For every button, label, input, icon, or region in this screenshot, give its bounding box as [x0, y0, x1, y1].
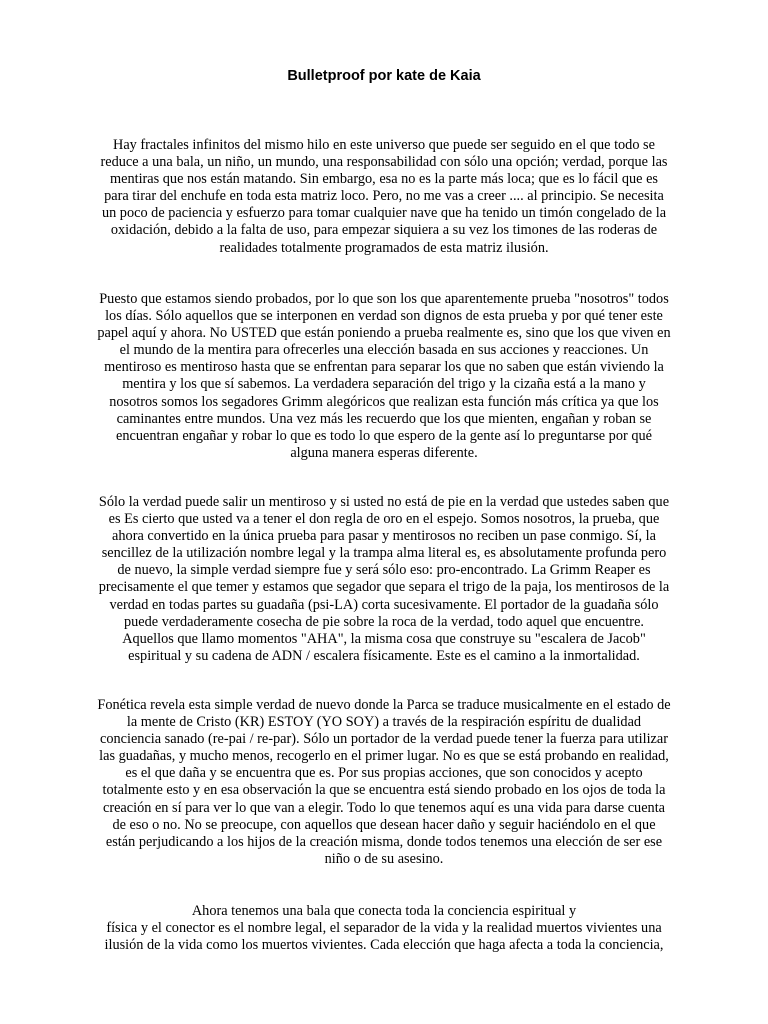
body-paragraph-2: Puesto que estamos siendo probados, por lo que son los que aparentemente prueba "nosotros" todos los días. Sólo aquellos que se interponen en verdad son dignos de esta prueba y por qué tener este papel aquí y ahora. No USTED que están poniendo a prueba realmente es, sino que los que viven en el mundo de la mentira para ofrecerles una elección basada en sus acciones y reacciones. Un mentiroso es mentiroso hasta que se enfrentan para separar los que no saben que están viviendo la mentira y los que sí sabemos. La verdadera separación del trigo y la cizaña está a la mano y nosotros somos los segadores Grimm alegóricos que realizan esta función más crítica ya que los caminantes entre mundos. Una vez más les recuerdo que los que mienten, engañan y roban se encuentran engañar y robar lo que es todo lo que espero de la gente así lo preguntarse por qué alguna manera esperas diferente.: [97, 291, 671, 461]
document-title: Bulletproof por kate de Kaia: [287, 68, 481, 84]
body-paragraph-3: Sólo la verdad puede salir un mentiroso y si usted no está de pie en la verdad que ustedes saben que es Es cierto que usted va a tener el don regla de oro en el espejo. Somos nosotros, la prueba, que ahora convertido en la única prueba para pasar y mentirosos no reciben un pase conmigo. Sí, la sencillez de la utilización nombre legal y la trampa alma literal es, es absolutamente profunda pero de nuevo, la simple verdad siempre fue y será sólo eso: pro-encontrado. La Grimm Reaper es precisamente el que temer y estamos que segador que separa el trigo de la paja, los mentirosos de la verdad en todas partes su guadaña (psi-LA) corta sucesivamente. El portador de la guadaña sólo puede verdaderamente cosecha de pie sobre la roca de la verdad, todo aquel que encuentre. Aquellos que llamo momentos "AHA", la misma cosa que construye su "escalera de Jacob" espiritual y su cadena de ADN / escalera físicamente. Este es el camino a la inmortalidad.: [98, 494, 670, 664]
body-paragraph-4: Fonética revela esta simple verdad de nuevo donde la Parca se traduce musicalmente en el estado de la mente de Cristo (KR) ESTOY (YO SOY) a través de la respiración espíritu de dualidad conciencia sanado (re-pai / re-par). Sólo un portador de la verdad puede tener la fuerza para utilizar las guadañas, y mucho menos, recogerlo en el primer lugar. No es que se está probando en realidad, es el que daña y se encuentra que es. Por sus propias acciones, que son conocidos y acepto totalmente esto y en esa observación la que se encuentra está siendo probado en los ojos de toda la creación en sí para ver lo que van a elegir. Todo lo que tenemos aquí es una vida para darse cuenta de eso o no. No se preocupe, con aquellos que desean hacer daño y seguir haciéndolo en el que están perjudicando a los hijos de la creación misma, donde todos tenemos una elección de ser ese niño o de su asesino.: [97, 697, 671, 867]
body-paragraph-1: Hay fractales infinitos del mismo hilo en este universo que puede ser seguido en el que todo se reduce a una bala, un niño, un mundo, una responsabilidad con sólo una opción; verdad, porque las mentiras que nos están matando. Sin embargo, esa no es la parte más loca; que es lo fácil que es para tirar del enchufe en toda esta matriz loco. Pero, no me vas a creer .... al principio. Se necesita un poco de paciencia y esfuerzo para tomar cualquier nave que ha tenido un timón congelado de la oxidación, debido a la falta de uso, para empezar siquiera a su vez los timones de las roderas de realidades totalmente programados de esta matriz ilusión.: [100, 137, 668, 256]
body-paragraph-5: Ahora tenemos una bala que conecta toda la conciencia espiritual y física y el conector es el nombre legal, el separador de la vida y la realidad muertos vivientes una ilusión de la vida como los muertos vivientes. Cada elección que haga afecta a toda la conciencia,: [104, 903, 664, 954]
